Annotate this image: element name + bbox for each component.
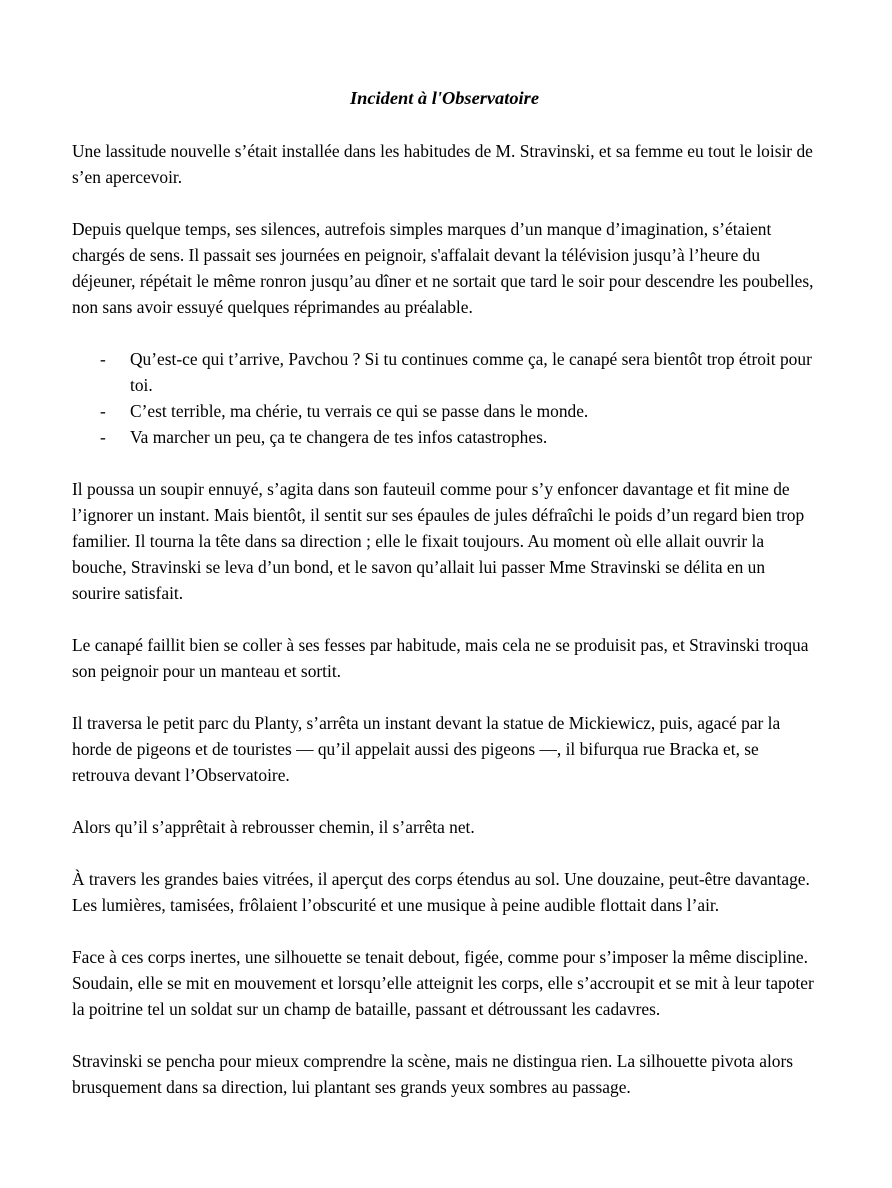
paragraph-1: Une lassitude nouvelle s’était installée dans les habitudes de M. Stravinski, et sa femme eu tout le loisir de s’en apercevoir. [72,141,813,187]
dialogue-text: Qu’est-ce qui t’arrive, Pavchou ? Si tu continues comme ça, le canapé sera bientôt trop étroit pour toi. [130,349,812,395]
paragraph-7: À travers les grandes baies vitrées, il aperçut des corps étendus au sol. Une douzaine, peut-être davantage. Les lumières, tamisées, frôlaient l’obscurité et une musique à peine audible flottait dans l’air. [72,869,810,915]
document-page [72,84,817,1126]
paragraph-3: Il poussa un soupir ennuyé, s’agita dans son fauteuil comme pour s’y enfoncer davantage et fit mine de l’ignorer un instant. Mais bientôt, il sentit sur ses épaules de jules défraîchi le poids d’un regard bien trop familier. Il tourna la tête dans sa direction ; elle le fixait toujours. Au moment où elle allait ouvrir la bouche, Stravinski se leva d’un bond, et le savon qu’allait lui passer Mme Stravinski se délita en un sourire satisfait. [72,479,805,603]
dialogue-line [72,398,817,424]
dialogue-line [72,424,817,450]
dialogue-dash: - [100,401,106,421]
paragraph-5: Il traversa le petit parc du Planty, s’arrêta un instant devant la statue de Mickiewicz, puis, agacé par la horde de pigeons et de touristes — qu’il appelait aussi des pigeons —, il bifurqua rue Bracka et, se retrouva devant l’Observatoire. [72,713,781,785]
dialogue-dash: - [100,349,106,369]
paragraph-6: Alors qu’il s’apprêtait à rebrousser chemin, il s’arrêta net. [72,817,475,837]
document-title: Incident à l'Observatoire [349,88,539,108]
paragraph-8: Face à ces corps inertes, une silhouette se tenait debout, figée, comme pour s’imposer la même discipline. Soudain, elle se mit en mouvement et lorsqu’elle atteignit les corps, elle s’accroupit et se mit à leur tapoter la poitrine tel un soldat sur un champ de bataille, passant et détroussant les cadavres. [72,947,814,1019]
dialogue-line [72,346,817,398]
paragraph-9: Stravinski se pencha pour mieux comprendre la scène, mais ne distingua rien. La silhouette pivota alors brusquement dans sa direction, lui plantant ses grands yeux sombres au passage. [72,1051,794,1097]
dialogue-dash: - [100,427,106,447]
paragraph-4: Le canapé faillit bien se coller à ses fesses par habitude, mais cela ne se produisit pas, et Stravinski troqua son peignoir pour un manteau et sortit. [72,635,809,681]
dialogue-text: Va marcher un peu, ça te changera de tes infos catastrophes. [130,427,548,447]
paragraph-2: Depuis quelque temps, ses silences, autrefois simples marques d’un manque d’imagination, s’étaient chargés de sens. Il passait ses journées en peignoir, s'affalait devant la télévision jusqu’à l’heure du déjeuner, répétait le même ronron jusqu’au dîner et ne sortait que tard le soir pour descendre les poubelles, non sans avoir essuyé quelques réprimandes au préalable. [72,219,814,317]
dialogue-text: C’est terrible, ma chérie, tu verrais ce qui se passe dans le monde. [130,401,589,421]
dialogue-list [72,346,817,450]
